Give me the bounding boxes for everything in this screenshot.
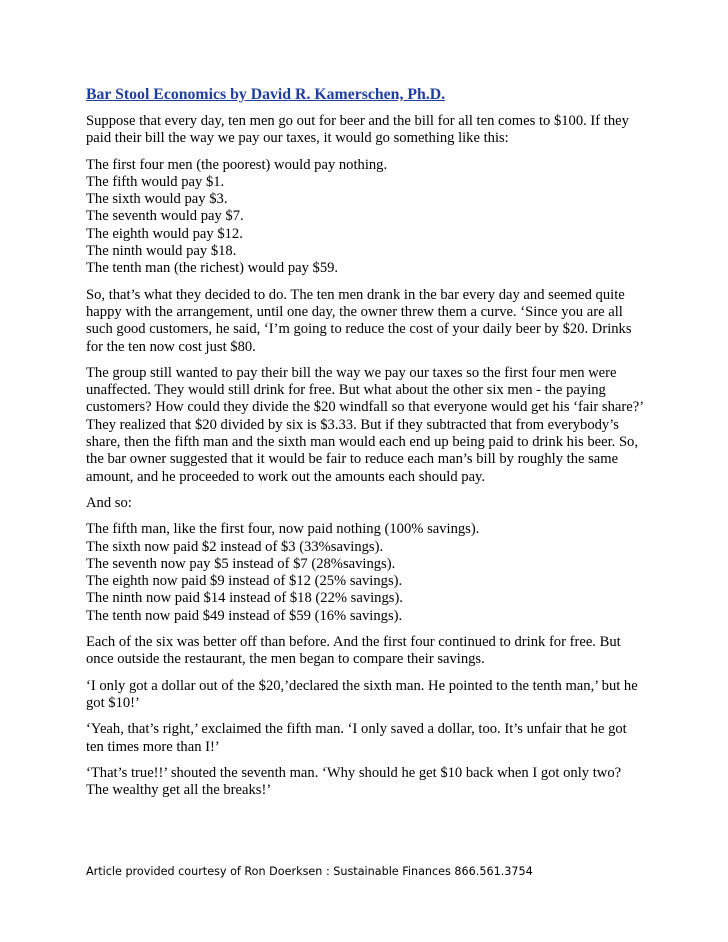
list-item: The eighth now paid $9 instead of $12 (25% savings). xyxy=(86,573,403,590)
list-item: The fifth would pay $1. xyxy=(86,173,225,190)
list-item: The first four men (the poorest) would pay nothing. xyxy=(86,156,388,173)
sixth-man-quote: ‘I only got a dollar out of the $20,’declared the sixth man. He pointed to the tenth man,’ but he got $10!’ xyxy=(86,677,638,711)
page-footer: Article provided courtesy of Ron Doerksen : Sustainable Finances 866.561.3754 xyxy=(86,865,533,878)
list-item: The sixth now paid $2 instead of $3 (33%savings). xyxy=(86,538,384,555)
seventh-man-quote: ‘That’s true!!’ shouted the seventh man. ‘Why should he get $10 back when I got only two? The wealthy get all the breaks!’ xyxy=(86,764,622,799)
list-item: The ninth now paid $14 instead of $18 (22% savings). xyxy=(86,590,403,607)
list-item: The tenth now paid $49 instead of $59 (16% savings). xyxy=(86,607,403,624)
list-item: The sixth would pay $3. xyxy=(86,191,228,208)
decided-paragraph: So, that’s what they decided to do. The ten men drank in the bar every day and seemed quite happy with the arrangement, until one day, the owner threw them a curve. ‘Since you are all such good customers, he said, ‘I’m going to reduce the cost of your daily beer by $20. Drinks for the ten now cost just $80. xyxy=(86,286,632,355)
group-paragraph: The group still wanted to pay their bill the way we pay our taxes so the first four men were unaffected. They would still drink for free. But what about the other six men - the paying customers? How could they divide the $20 windfall so that everyone would get his ‘fair share?’ They realized that $20 divided by six is $3.33. But if they subtracted that from everybody’s share, then the fifth man and the sixth man would each end up being paid to drink his beer. So, the bar owner suggested that it would be fair to reduce each man’s bill by roughly the same amount, and he proceeded to work out the amounts each should pay. xyxy=(86,364,643,485)
article-body xyxy=(86,85,646,808)
better-off-paragraph: Each of the six was better off than before. And the first four continued to drink for free. But once outside the restaurant, the men began to compare their savings. xyxy=(86,634,621,668)
payments-before-list xyxy=(86,157,646,278)
payments-after-list xyxy=(86,521,646,625)
list-item: The ninth would pay $18. xyxy=(86,243,237,260)
list-item: The fifth man, like the first four, now paid nothing (100% savings). xyxy=(86,521,480,538)
intro-paragraph: Suppose that every day, ten men go out for beer and the bill for all ten comes to $100. If they paid their bill the way we pay our taxes, it would go something like this: xyxy=(86,113,629,147)
list-item: The tenth man (the richest) would pay $59. xyxy=(86,260,339,277)
fifth-man-quote: ‘Yeah, that’s right,’ exclaimed the fifth man. ‘I only saved a dollar, too. It’s unfair that he got ten times more than I!’ xyxy=(86,721,627,755)
list-item: The seventh now pay $5 instead of $7 (28%savings). xyxy=(86,555,396,572)
article-title: Bar Stool Economics by David R. Kamerschen, Ph.D. xyxy=(86,86,446,103)
and-so-paragraph: And so: xyxy=(86,494,132,511)
list-item: The eighth would pay $12. xyxy=(86,225,243,242)
list-item: The seventh would pay $7. xyxy=(86,208,244,225)
